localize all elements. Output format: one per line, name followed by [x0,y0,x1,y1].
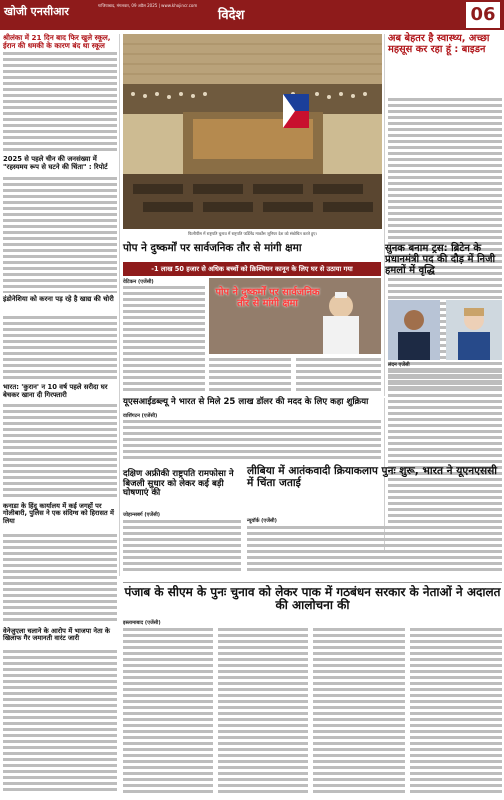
sunak-headline: सुनक बनाम ट्रस: ब्रिटेन के प्रधानमंत्री पद की दौड़ में निजी हमलों में वृद्धि [385,243,496,277]
left-story-2-headline: 2025 से पहले चीन की जनसंख्या में "रहस्यमय रूप से घटने की चिंता" : रिपोर्ट [3,155,108,171]
africa-byline: जोहान्सबर्ग (एजेंसी) [123,512,161,518]
sunak-body [388,370,502,552]
truss-photo [446,300,502,360]
left-story-3-headline: इंडोनेशिया को करना पड़ रहे है खाद्य की चोरी [3,295,114,303]
punjab-body-col3 [313,628,405,798]
libya-body [247,526,502,578]
left-story-4-body [3,404,117,500]
biden-headline: अब बेहतर है स्वास्थ्य, अच्छा महसूस कर रहा हूं : बाइडन [388,33,490,55]
pope-body-col3 [296,358,381,394]
punjab-body-col4 [410,628,502,798]
pope-photo-overlay-text: पोप ने दुष्कर्मों पर सार्वजनिक तौर से मांगी क्षमा [215,287,320,309]
main-photo-caption: फिलीपींस में राष्ट्रपति चुनाव में राष्ट्रपति फर्डिनेंड मार्कोस जूनियर देश को संबोधित करते हुए। [187,231,318,236]
left-story-6-body [3,650,117,798]
punjab-body-col2 [218,628,308,798]
masthead [0,0,504,30]
libya-headline: लीबिया में आतंकवादी क्रियाकलाप पुनः शुरू, भारत ने यूएनएससी में चिंता जताई [247,465,498,489]
brand-name: खोजी एनसीआर [4,5,69,18]
punjab-headline: पंजाब के सीएम के पुनः चुनाव को लेकर पाक में गठबंधन सरकार के नेताओं ने अदालत की आलोचना की [124,585,501,613]
africa-headline: दक्षिण अफ्रीकी राष्ट्रपति रामफोसा ने बिजली सुधार को लेकर कई बड़ी घोषणाएं की [123,469,234,499]
pope-body-col2 [209,358,291,394]
sunak-byline: लंदन एजेंसी [388,362,410,368]
usaid-body [123,420,381,466]
punjab-body-col1 [123,628,213,798]
section-title: विदेश [218,8,245,23]
africa-body [123,520,241,578]
left-story-5-headline: कनाडा के हिंदू कार्यालय में कई जगहों पर गोलीबारी, पुलिस ने एक संदिग्ध को हिरासत में लिया [3,502,114,525]
left-story-5-body [3,534,117,626]
pope-photo [209,278,381,354]
usaid-headline: यूएसआईडब्ल्यू ने भारत से मिले 25 लाख डॉलर की मदद के लिए कहा शुक्रिया [123,397,369,407]
main-photo [123,34,382,229]
usaid-byline: वाशिंगटन (एजेंसी) [123,413,158,419]
page-number: 06 [466,2,500,28]
left-story-4-headline: भारत: 'कुरान' न 10 वर्ष पहले सरीदा घर बेचकर खाना दी गिरफ्तारी [3,383,108,399]
pope-body-col1 [123,286,205,394]
left-story-1-headline: श्रीलंका में 21 दिन बाद फिर खुले स्कूल, ईरान की धमकी के कारण बंद था स्कूल [3,33,111,51]
pope-headline: पोप ने दुष्कर्मों पर सार्वजनिक तौर से मांगी क्षमा [123,242,302,254]
issue-info: गाजियाबाद, मंगलवार, 09 अप्रैल 2025 | www.khojincr.com [98,3,198,8]
sunak-photo [388,300,440,360]
left-story-3-body [3,316,117,381]
punjab-byline: इस्लामाबाद (एजेंसी) [123,620,161,626]
pope-byline: वेटिकन (एजेंसी) [123,279,154,285]
left-story-6-headline: वेनेजुएला चलाने के आरोप में भाजपा नेता के खिलाफ गैर जमानती वारंट जारी [3,627,110,643]
left-story-2-body [3,177,117,293]
pope-subheadline: -1 लाख 50 हजार से अधिक बच्चों को क्रिश्चियन कानून के लिए घर से उठाया गया [123,262,381,276]
libya-byline: न्यूयॉर्क (एजेंसी) [247,518,277,524]
left-story-1-body [3,52,117,154]
